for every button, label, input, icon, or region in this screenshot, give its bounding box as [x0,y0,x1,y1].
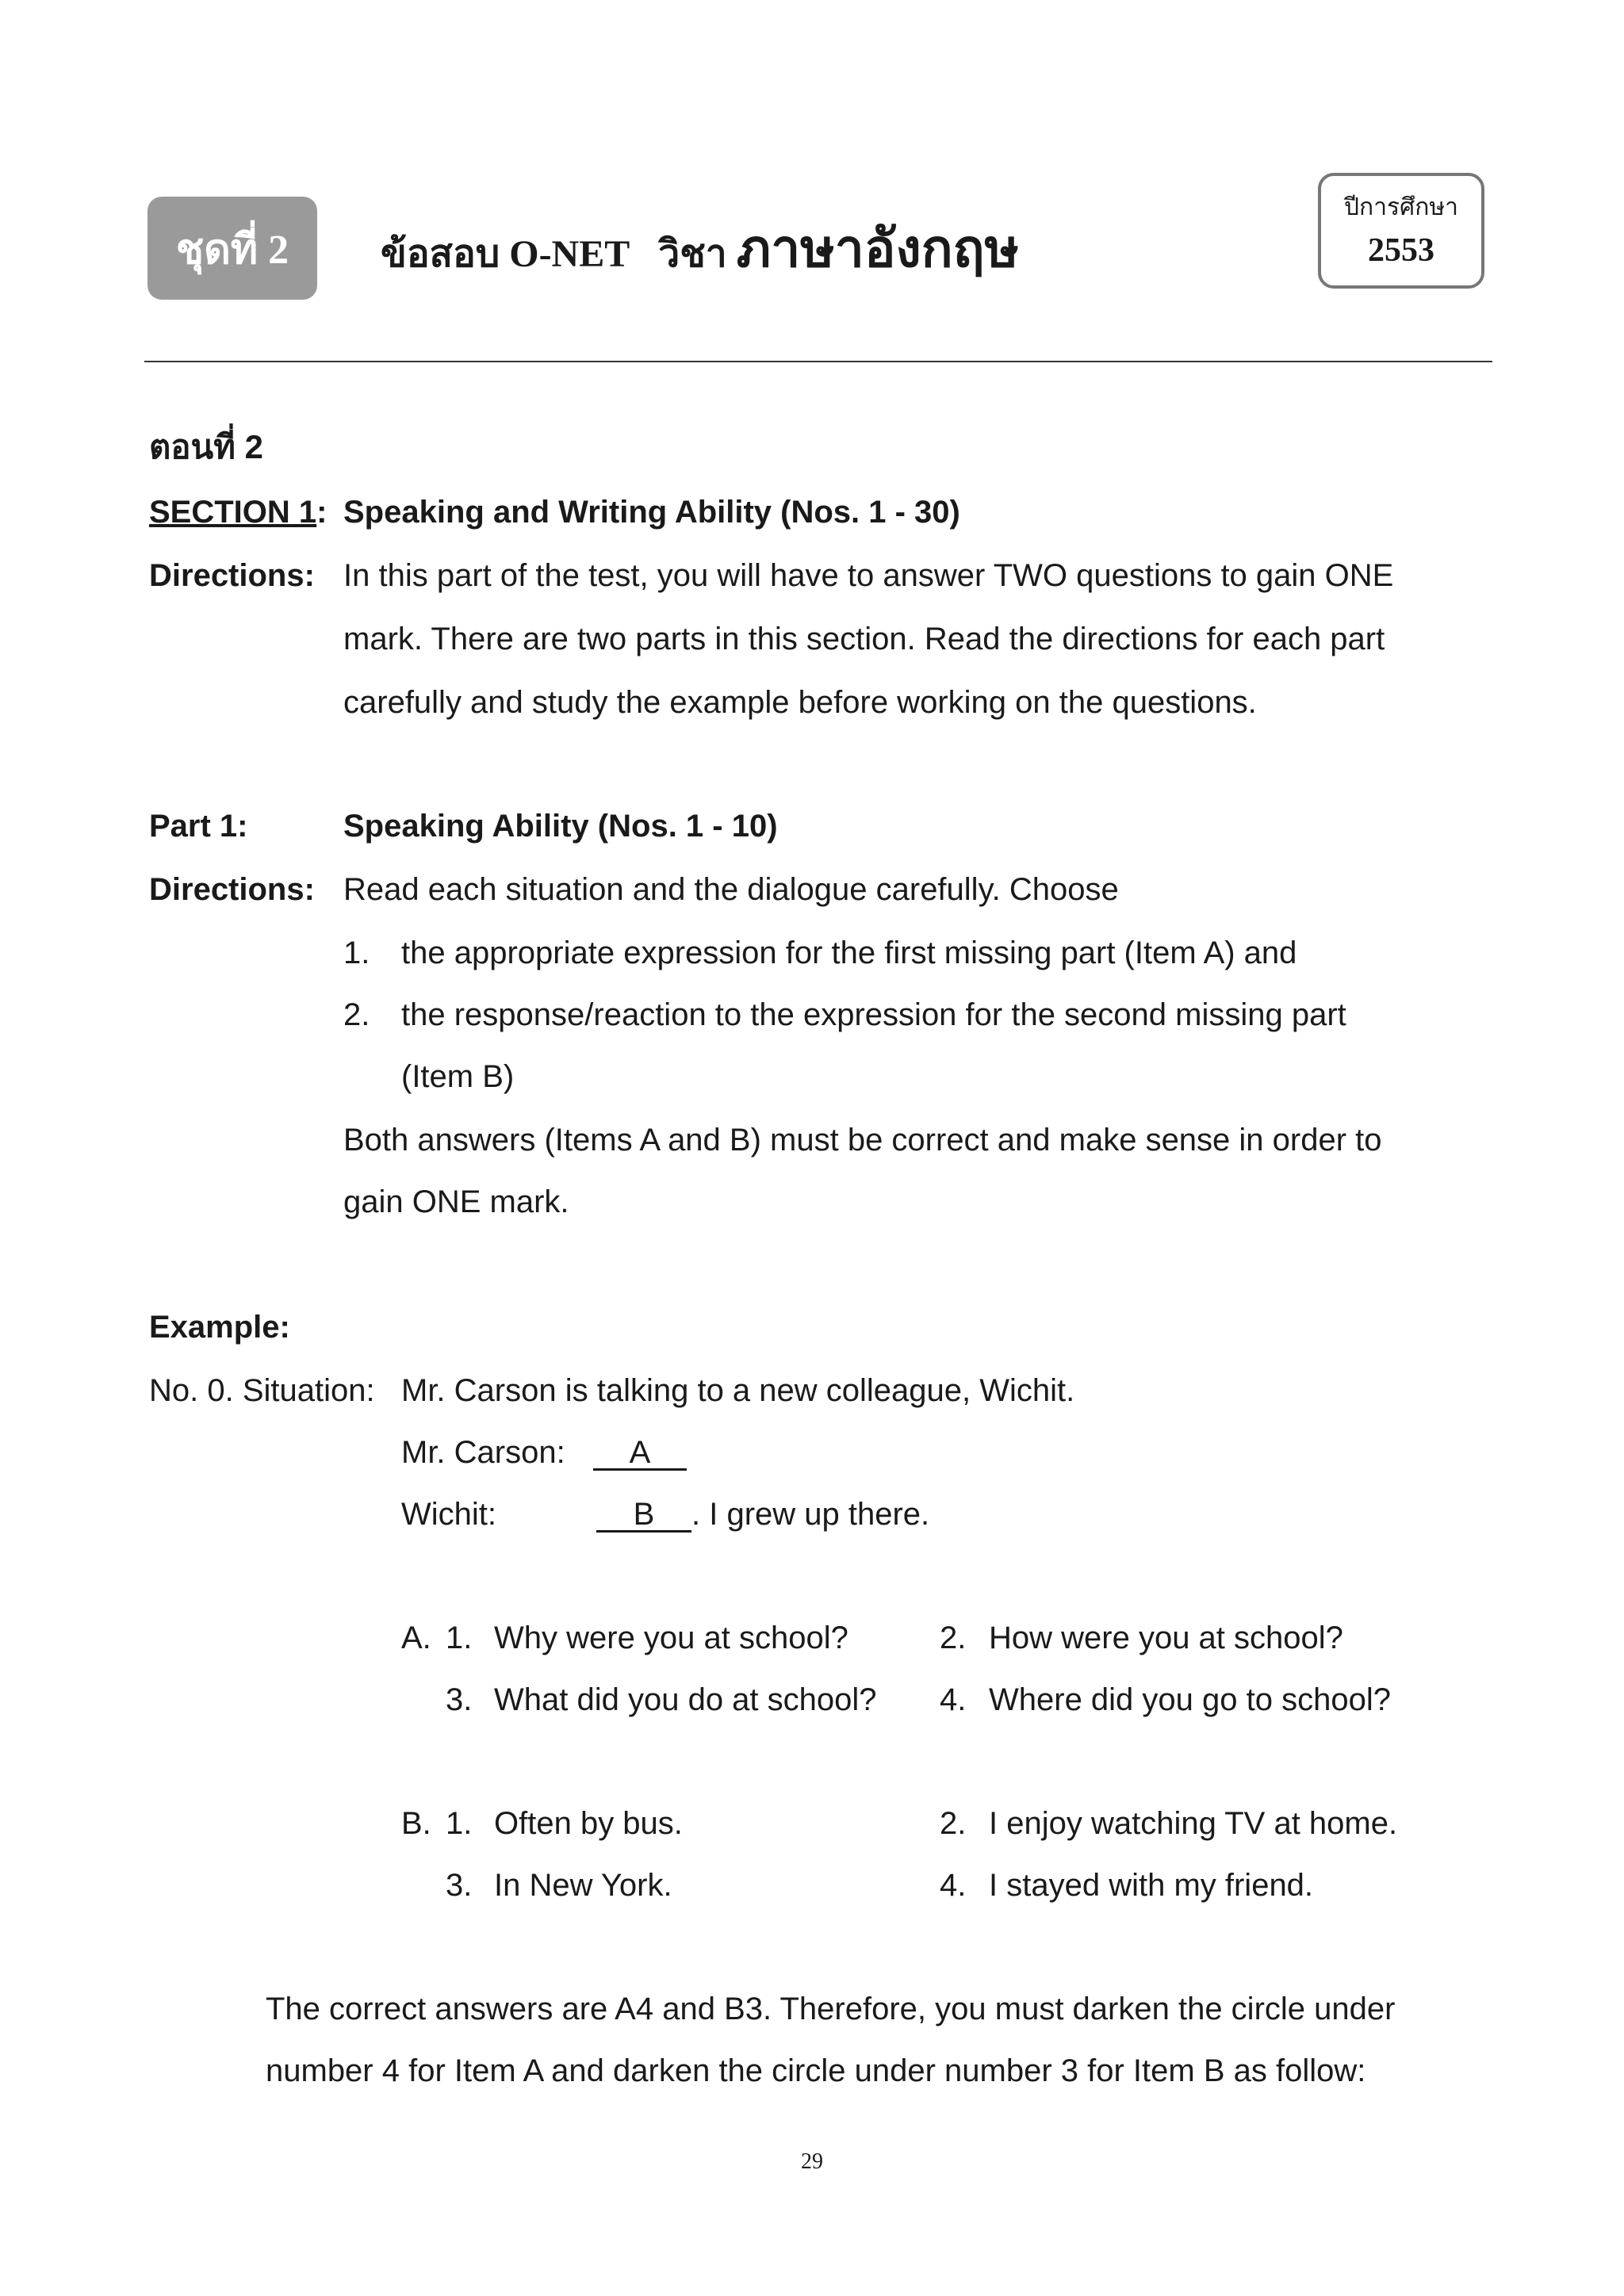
blank-a-letter: A [593,1437,687,1471]
part1-directions-intro: Read each situation and the dialogue carefully. Choose [343,872,1119,907]
option-number: 3. [446,1868,473,1903]
reply-rest: . I grew up there. [691,1497,930,1532]
exam-title [381,220,1020,278]
item-b-label: B. [401,1806,431,1841]
subject-prefix: วิชา [658,233,727,275]
example-situation: Mr. Carson is talking to a new colleague, Wichit. [401,1373,1075,1408]
option-text: I stayed with my friend. [989,1868,1314,1903]
option-text: How were you at school? [989,1621,1343,1655]
wichit-reply [596,1495,929,1533]
option-number: 4. [940,1682,967,1717]
option-text: Often by bus. [494,1806,683,1841]
step-number: 1. [343,936,370,970]
section-colon: : [316,495,327,530]
section-title: Speaking and Writing Ability (Nos. 1 - 30) [343,495,960,530]
blank-a [593,1433,687,1471]
speaker-carson: Mr. Carson: [401,1435,565,1470]
step-text: the response/reaction to the expression for the second missing part [401,997,1346,1032]
option-number: 1. [446,1806,473,1841]
option-text: Where did you go to school? [989,1682,1391,1717]
year-label: ปีการศึกษา [1344,194,1458,220]
part1-label: Part 1: [149,809,248,844]
page-number: 29 [801,2149,823,2174]
section-label: SECTION 1 [149,495,317,530]
header-divider [144,361,1492,362]
option-text: What did you do at school? [494,1682,877,1717]
step-number: 2. [343,997,370,1032]
speaker-wichit: Wichit: [401,1497,496,1532]
subject-name: ภาษาอังกฤษ [736,220,1020,278]
example-number-label: No. 0. Situation: [149,1373,375,1408]
option-number: 4. [940,1868,967,1903]
year-box [1318,173,1484,289]
item-a-label: A. [401,1621,431,1655]
part1-directions-label: Directions: [149,872,315,907]
option-text: In New York. [494,1868,672,1903]
step-text: the appropriate expression for the first missing part (Item A) and [401,936,1297,970]
section-directions-line: mark. There are two parts in this section. Read the directions for each part [343,622,1385,656]
set-badge: ชุดที่ 2 [147,197,317,300]
part1-title: Speaking Ability (Nos. 1 - 10) [343,809,778,844]
section-heading [149,493,327,531]
option-number: 1. [446,1621,473,1655]
option-text: Why were you at school? [494,1621,848,1655]
exam-prefix: ข้อสอบ O-NET [381,233,630,275]
year-value: 2553 [1368,232,1434,269]
step-text-continued: (Item B) [401,1059,515,1094]
section-directions-label: Directions: [149,558,315,593]
part-heading: ตอนที่ 2 [149,428,263,465]
answer-explanation-line: The correct answers are A4 and B3. Therefore, you must darken the circle under [266,1992,1396,2026]
option-number: 2. [940,1621,967,1655]
answer-explanation-line: number 4 for Item A and darken the circle under number 3 for Item B as follow: [266,2053,1366,2088]
option-number: 2. [940,1806,967,1841]
part1-note-line: gain ONE mark. [343,1184,569,1219]
blank-b-letter: B [596,1498,691,1533]
option-text: I enjoy watching TV at home. [989,1806,1398,1841]
example-heading: Example: [149,1310,290,1345]
section-directions-line: carefully and study the example before working on the questions. [343,685,1257,720]
part1-note-line: Both answers (Items A and B) must be correct and make sense in order to [343,1123,1382,1158]
section-directions-line: In this part of the test, you will have to answer TWO questions to gain ONE [343,558,1394,593]
option-number: 3. [446,1682,473,1717]
